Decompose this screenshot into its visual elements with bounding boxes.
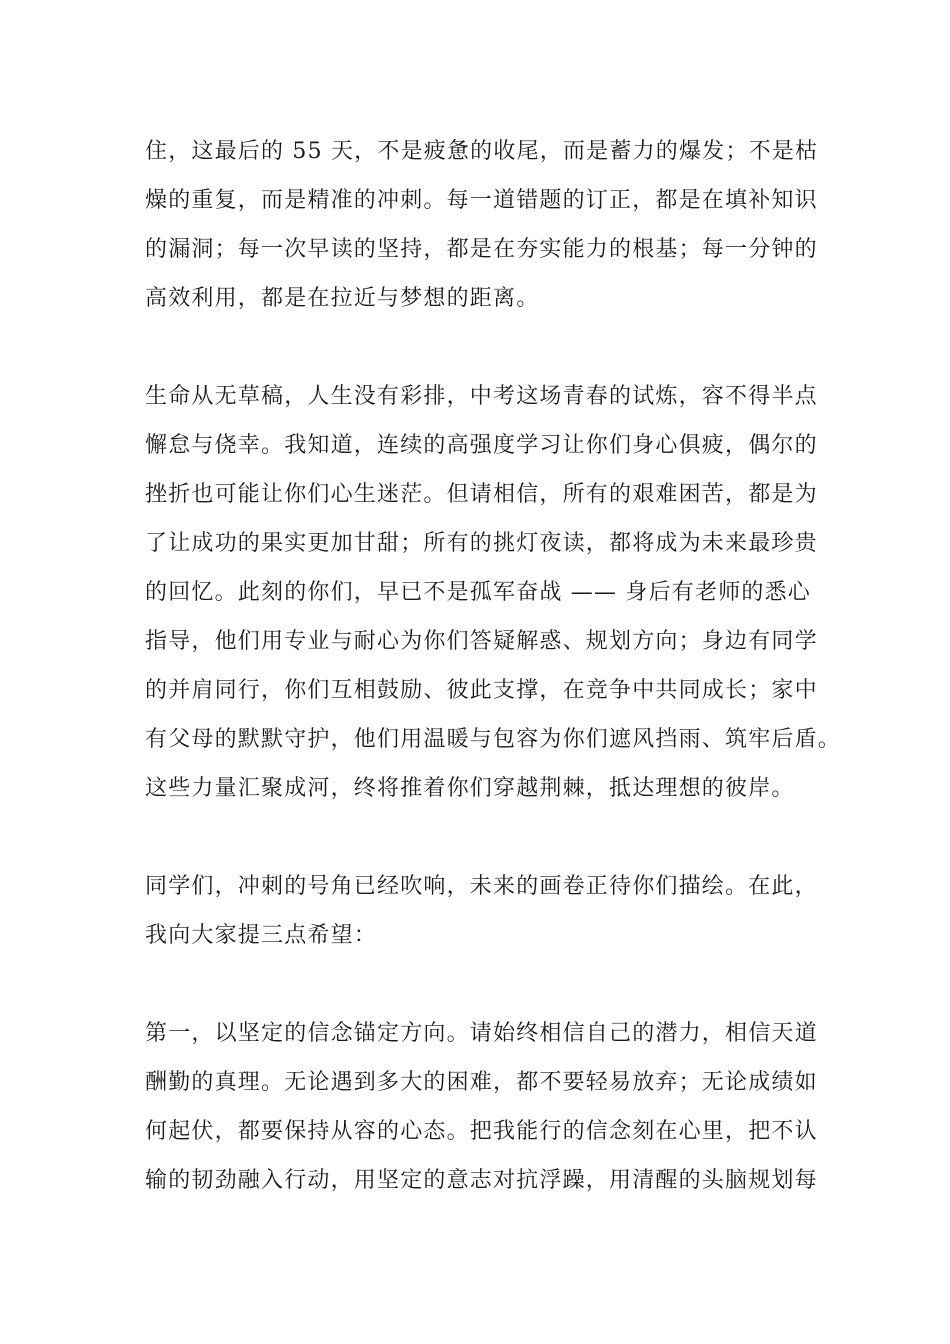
text-line: 的并肩同行，你们互相鼓励、彼此支撑，在竞争中共同成长；家中 — [145, 678, 818, 703]
text-line: 的漏洞；每一次早读的坚持，都是在夯实能力的根基；每一分钟的 — [145, 237, 818, 262]
text-line: 输的韧劲融入行动，用坚定的意志对抗浮躁，用清醒的头脑规划每 — [145, 1168, 818, 1193]
text-line: 同学们，冲刺的号角已经吹响，未来的画卷正待你们描绘。在此， — [145, 874, 818, 899]
text-line: 何起伏，都要保持从容的心态。把我能行的信念刻在心里，把不认 — [145, 1119, 818, 1144]
paragraph-spacer — [145, 960, 815, 1009]
paragraph-4 — [145, 1009, 818, 1205]
text-line: 指导，他们用专业与耐心为你们答疑解惑、规划方向；身边有同学 — [145, 629, 818, 654]
paragraph-spacer — [145, 323, 815, 372]
text-line: 这些力量汇聚成河，终将推着你们穿越荆棘，抵达理想的彼岸。 — [145, 776, 795, 801]
document-body — [145, 127, 842, 1205]
text-line: 挫折也可能让你们心生迷茫。但请相信，所有的艰难困苦，都是为 — [145, 482, 818, 507]
text-line: 的回忆。此刻的你们，早已不是孤军奋战 —— 身后有老师的悉心 — [145, 580, 811, 605]
paragraph-2 — [145, 372, 842, 813]
text-line: 第一，以坚定的信念锚定方向。请始终相信自己的潜力，相信天道 — [145, 1021, 818, 1046]
text-line: 有父母的默默守护，他们用温暖与包容为你们遮风挡雨、筑牢后盾。 — [145, 727, 842, 752]
text-line: 住，这最后的 55 天，不是疲惫的收尾，而是蓄力的爆发；不是枯 — [145, 139, 819, 164]
paragraph-3 — [145, 862, 818, 960]
paragraph-1 — [145, 127, 819, 323]
text-line: 燥的重复，而是精准的冲刺。每一道错题的订正，都是在填补知识 — [145, 188, 818, 213]
text-line: 懈怠与侥幸。我知道，连续的高强度学习让你们身心俱疲，偶尔的 — [145, 433, 818, 458]
text-line: 高效利用，都是在拉近与梦想的距离。 — [145, 286, 540, 311]
text-line: 我向大家提三点希望： — [145, 923, 378, 948]
text-line: 生命从无草稿，人生没有彩排，中考这场青春的试炼，容不得半点 — [145, 384, 818, 409]
text-line: 酬勤的真理。无论遇到多大的困难，都不要轻易放弃；无论成绩如 — [145, 1070, 818, 1095]
text-line: 了让成功的果实更加甘甜；所有的挑灯夜读，都将成为未来最珍贵 — [145, 531, 818, 556]
paragraph-spacer — [145, 813, 815, 862]
